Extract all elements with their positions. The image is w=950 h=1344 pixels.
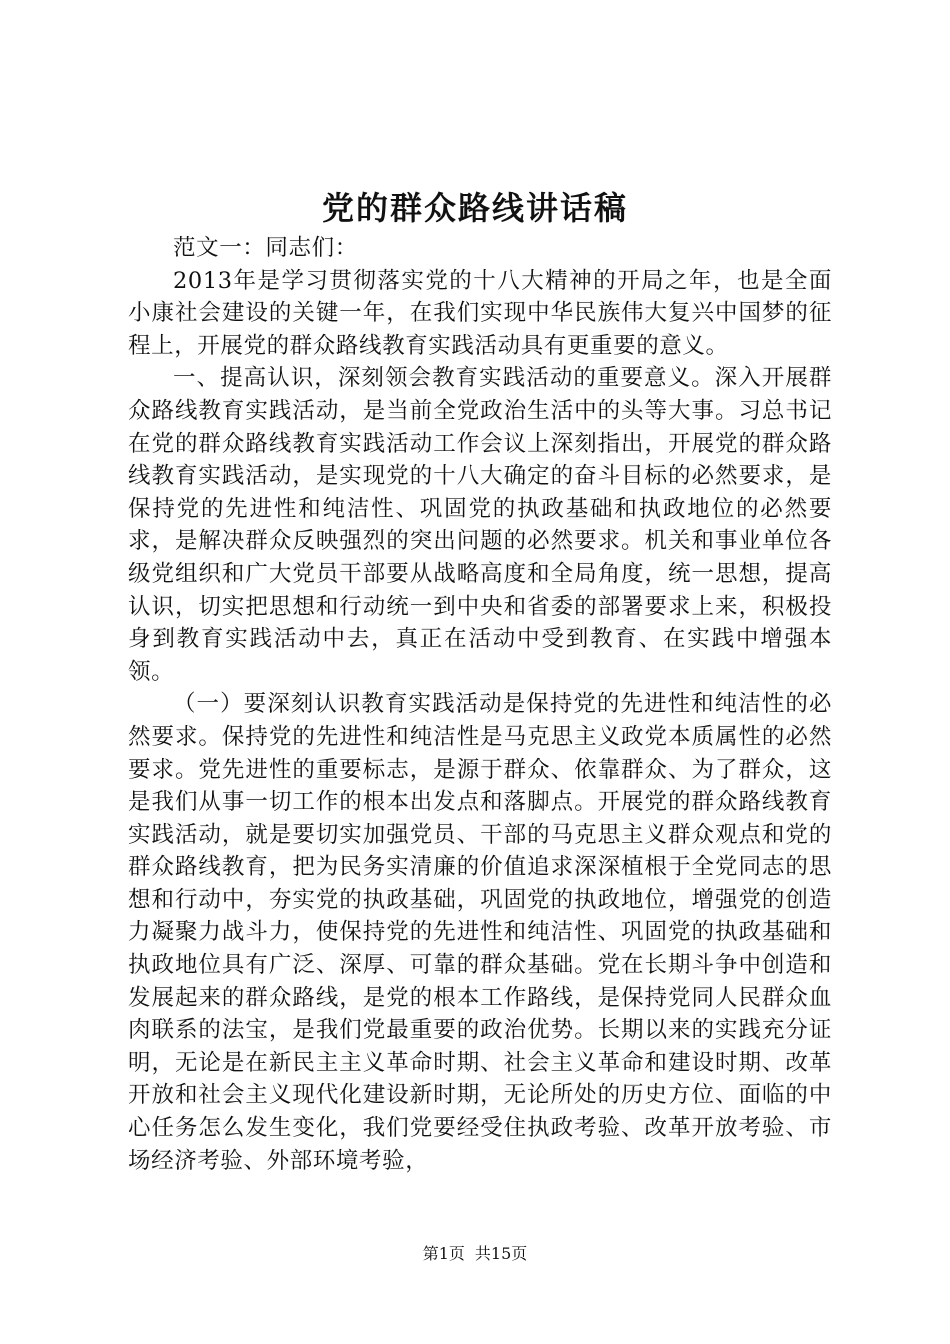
page-total: 共15页 — [474, 1244, 528, 1263]
page-number: 第1页 — [422, 1244, 465, 1263]
paragraph-salutation: 范文一：同志们： — [173, 235, 358, 261]
document-body — [128, 232, 832, 1177]
paragraph-subsection-one: （一）要深刻认识教育实践活动是保持党的先进性和纯洁性的必然要求。保持党的先进性和纯洁性是马克思主义政党本质属性的必然要求。党先进性的重要标志，是源于群众、依靠群众、为了群众，这是我们从事一切工作的根本出发点和落脚点。开展党的群众路线教育实践活动，就是要切实加强党员、干部的马克思主义群众观点和党的群众路线教育，把为民务实清廉的价值追求深深植根于全党同志的思想和行动中，夯实党的执政基础，巩固党的执政地位，增强党的创造力凝聚力战斗力，使保持党的先进性和纯洁性、巩固党的执政基础和执政地位具有广泛、深厚、可靠的群众基础。党在长期斗争中创造和发展起来的群众路线，是党的根本工作路线，是保持党同人民群众血肉联系的法宝，是我们党最重要的政治优势。长期以来的实践充分证明，无论是在新民主主义革命时期、社会主义革命和建设时期、改革开放和社会主义现代化建设新时期，无论所处的历史方位、面临的中心任务怎么发生变化，我们党要经受住执政考验、改革开放考验、市场经济考验、外部环境考验， — [128, 691, 832, 1174]
page-footer — [0, 1244, 950, 1264]
document-title: 党的群众路线讲话稿 — [321, 189, 628, 227]
paragraph-section-one: 一、提高认识，深刻领会教育实践活动的重要意义。深入开展群众路线教育实践活动，是当前全党政治生活中的头等大事。习总书记在党的群众路线教育实践活动工作会议上深刻指出，开展党的群众路线教育实践活动，是实现党的十八大确定的奋斗目标的必然要求，是保持党的先进性和纯洁性、巩固党的执政基础和执政地位的必然要求，是解决群众反映强烈的突出问题的必然要求。机关和事业单位各级党组织和广大党员干部要从战略高度和全局角度，统一思想，提高认识，切实把思想和行动统一到中央和省委的部署要求上来，积极投身到教育实践活动中去，真正在活动中受到教育、在实践中增强本领。 — [128, 365, 832, 685]
paragraph-intro: 2013年是学习贯彻落实党的十八大精神的开局之年，也是全面小康社会建设的关键一年，在我们实现中华民族伟大复兴中国梦的征程上，开展党的群众路线教育实践活动具有更重要的意义。 — [128, 267, 832, 359]
